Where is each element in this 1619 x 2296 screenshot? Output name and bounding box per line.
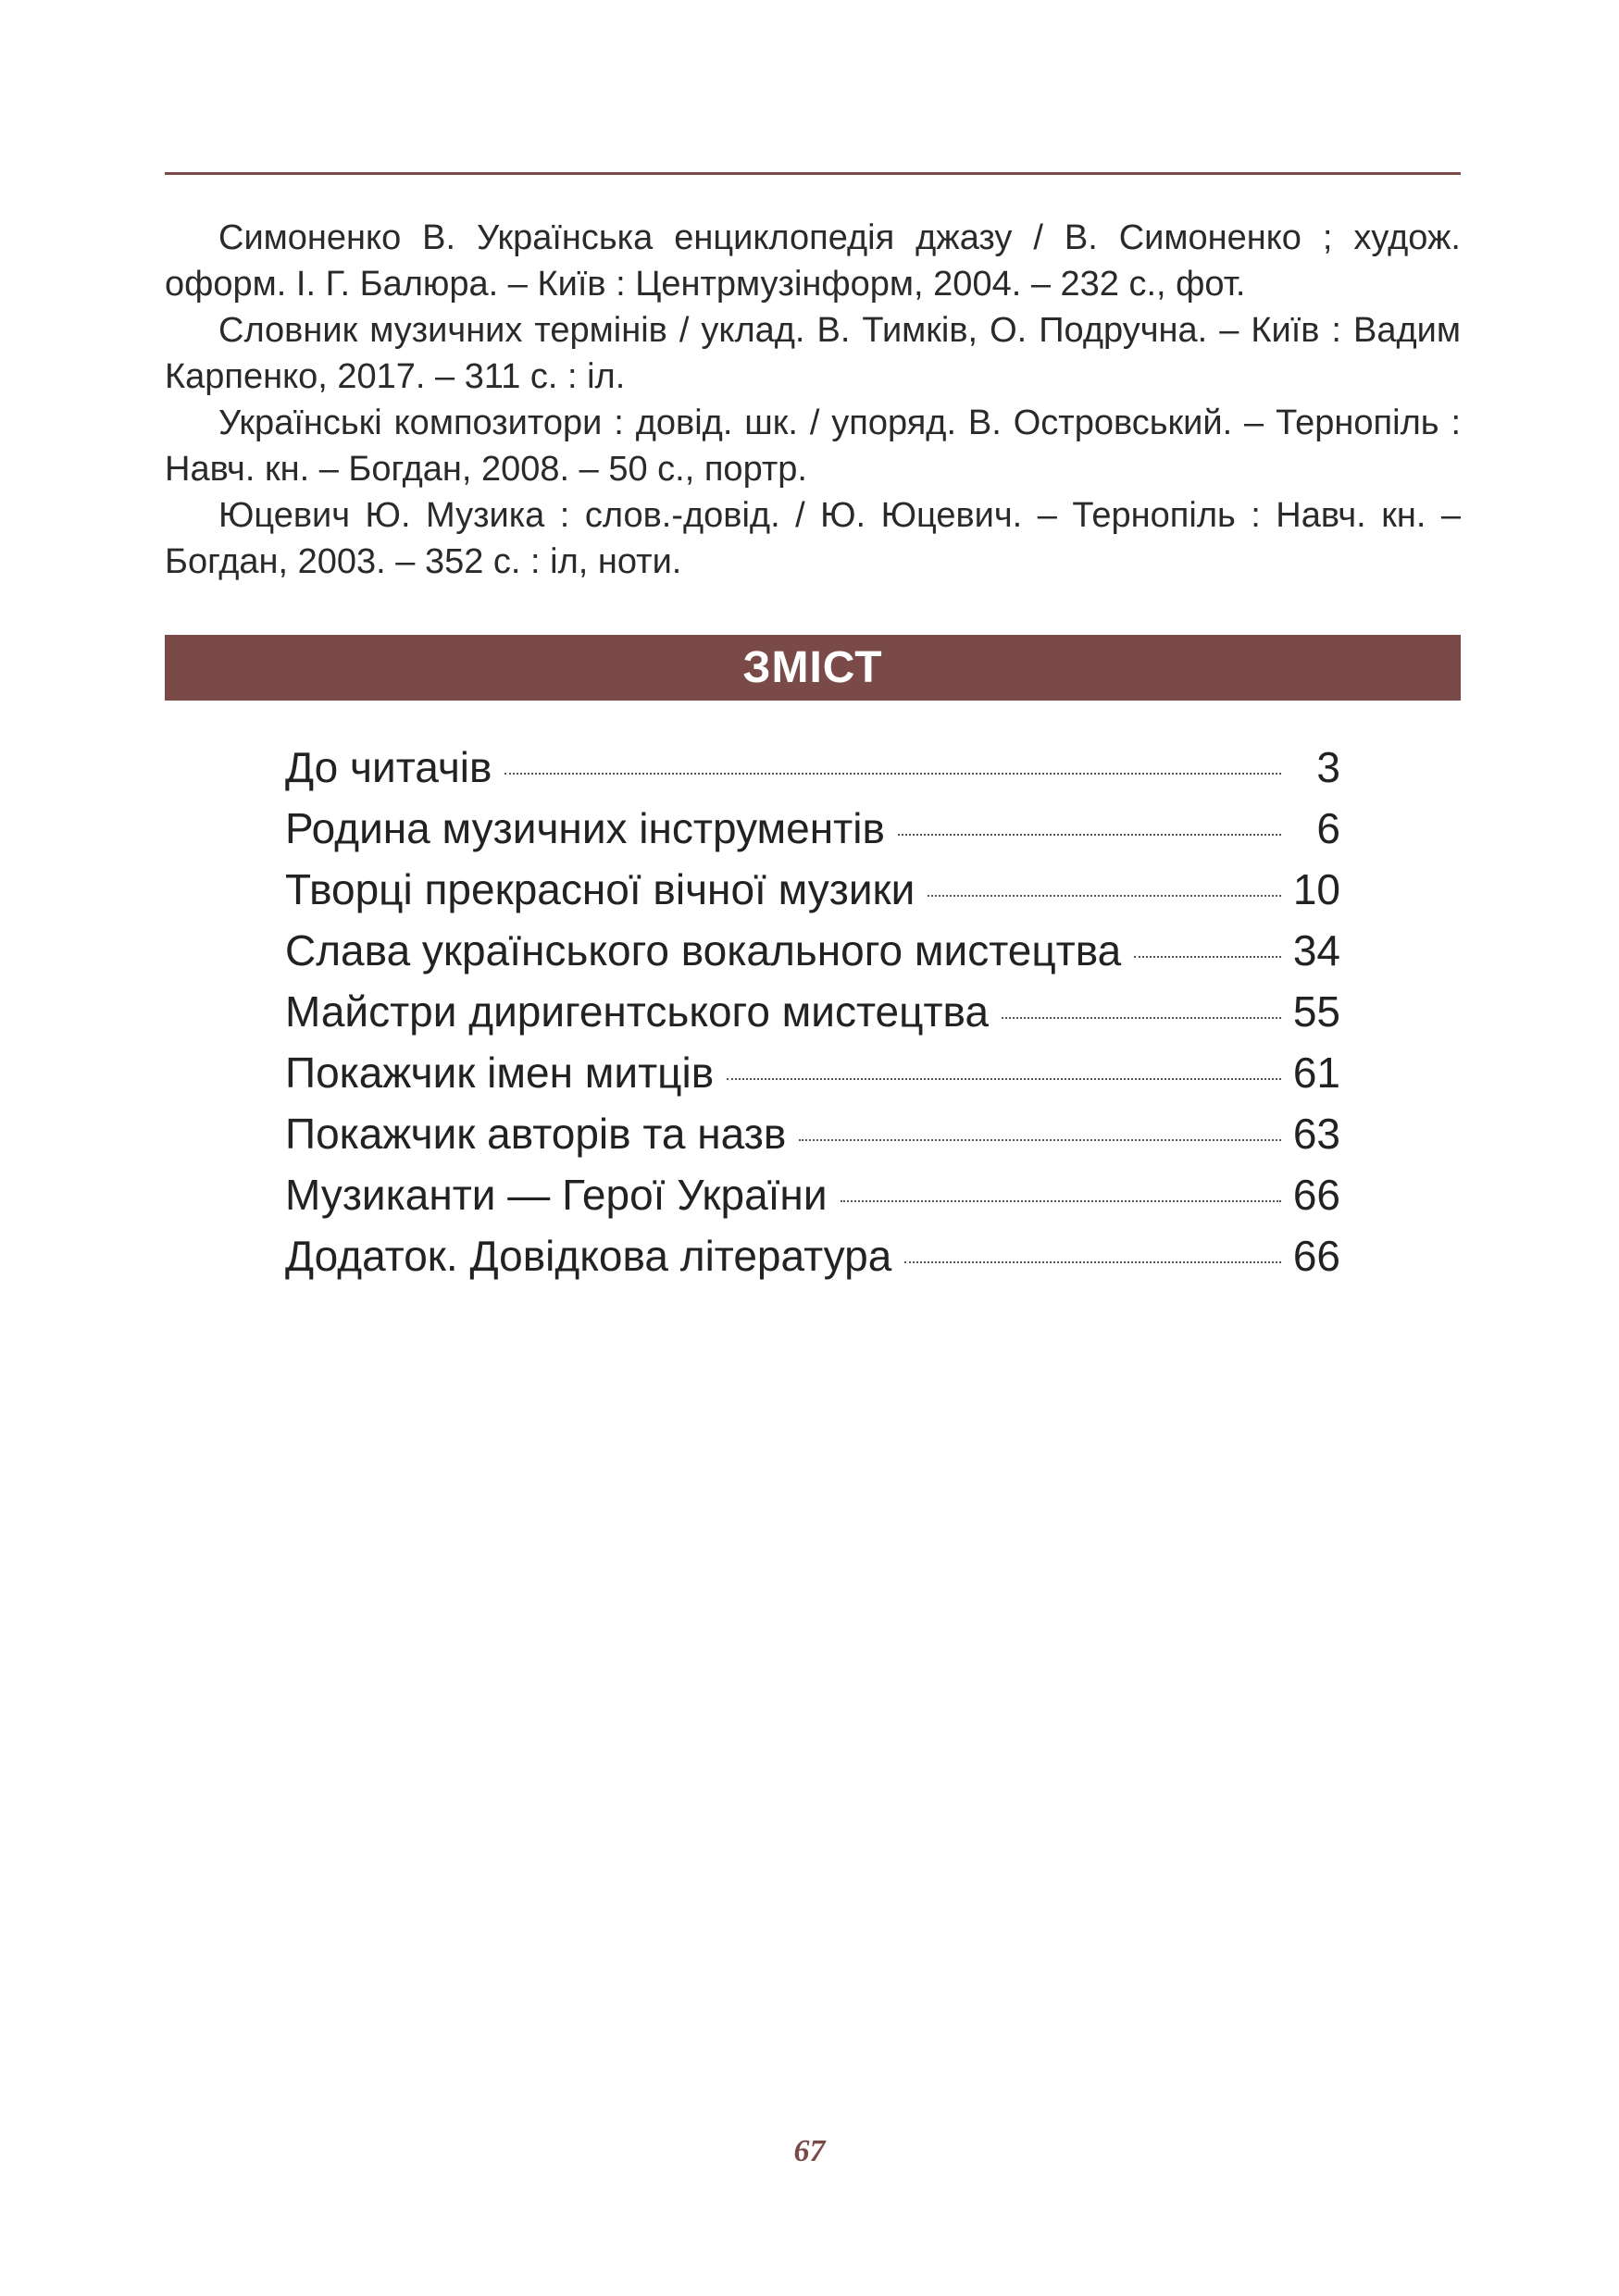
toc-heading: ЗМІСТ [742,643,883,692]
toc-entry[interactable] [285,798,1340,859]
toc-dot-leader [1002,1017,1281,1019]
toc-dot-leader [898,834,1281,836]
toc-entry[interactable] [285,981,1340,1042]
toc-dot-leader [1134,956,1281,958]
reference-item: Симоненко В. Українська енциклопедія джазу / В. Симоненко ; худож. оформ. І. Г. Балюра. – Київ : Центрмузінформ, 2004. – 232 с., фот. [165,218,1461,304]
toc-heading-banner [165,635,1461,701]
toc-dot-leader [799,1139,1281,1141]
toc-entry-title: Майстри диригентського мистецтва [285,987,990,1036]
toc-dot-leader [841,1200,1281,1202]
reference-list [165,215,1461,585]
toc-entry-title: До читачів [285,743,492,791]
toc-entry-title: Додаток. Довідкова література [285,1232,892,1280]
toc-dot-leader [504,773,1281,775]
toc-dot-leader [904,1261,1281,1263]
toc-entry-page: 61 [1292,1049,1340,1097]
toc-entry[interactable] [285,1042,1340,1103]
toc-entry-page: 3 [1316,743,1340,791]
reference-item: Юцевич Ю. Музика : слов.-довід. / Ю. Юцевич. – Тернопіль : Навч. кн. – Богдан, 2003. – 352 с. : іл, ноти. [165,496,1461,581]
toc-entry[interactable] [285,920,1340,981]
toc-entry[interactable] [285,1164,1340,1225]
toc-dot-leader [727,1078,1281,1080]
toc-entry-page: 10 [1292,865,1340,913]
toc-entry[interactable] [285,737,1340,798]
toc-entry[interactable] [285,1225,1340,1286]
toc-entry-title: Родина музичних інструментів [285,804,885,852]
toc-entry-title: Покажчик імен митців [285,1049,715,1097]
toc-entry-page: 34 [1292,926,1340,974]
table-of-contents [285,737,1340,1286]
toc-entry-title: Творці прекрасної вічної музики [285,865,915,913]
toc-entry-title: Музиканти — Герої України [285,1171,828,1219]
toc-entry-page: 66 [1292,1171,1340,1219]
toc-entry[interactable] [285,859,1340,920]
toc-entry-title: Слава українського вокального мистецтва [285,926,1122,974]
toc-entry-page: 66 [1292,1232,1340,1280]
toc-entry[interactable] [285,1103,1340,1164]
reference-item: Українські композитори : довід. шк. / упоряд. В. Островський. – Тернопіль : Навч. кн. – Богдан, 2008. – 50 с., портр. [165,403,1461,489]
reference-item: Словник музичних термінів / уклад. В. Тимків, О. Подручна. – Київ : Вадим Карпенко, 2017. – 311 с. : іл. [165,311,1461,396]
toc-entry-title: Покажчик авторів та назв [285,1110,787,1158]
page-number: 67 [793,2134,826,2168]
toc-entry-page: 63 [1292,1110,1340,1158]
top-divider [165,172,1461,175]
toc-entry-page: 55 [1292,987,1340,1036]
toc-dot-leader [928,895,1281,897]
toc-entry-page: 6 [1316,804,1340,852]
